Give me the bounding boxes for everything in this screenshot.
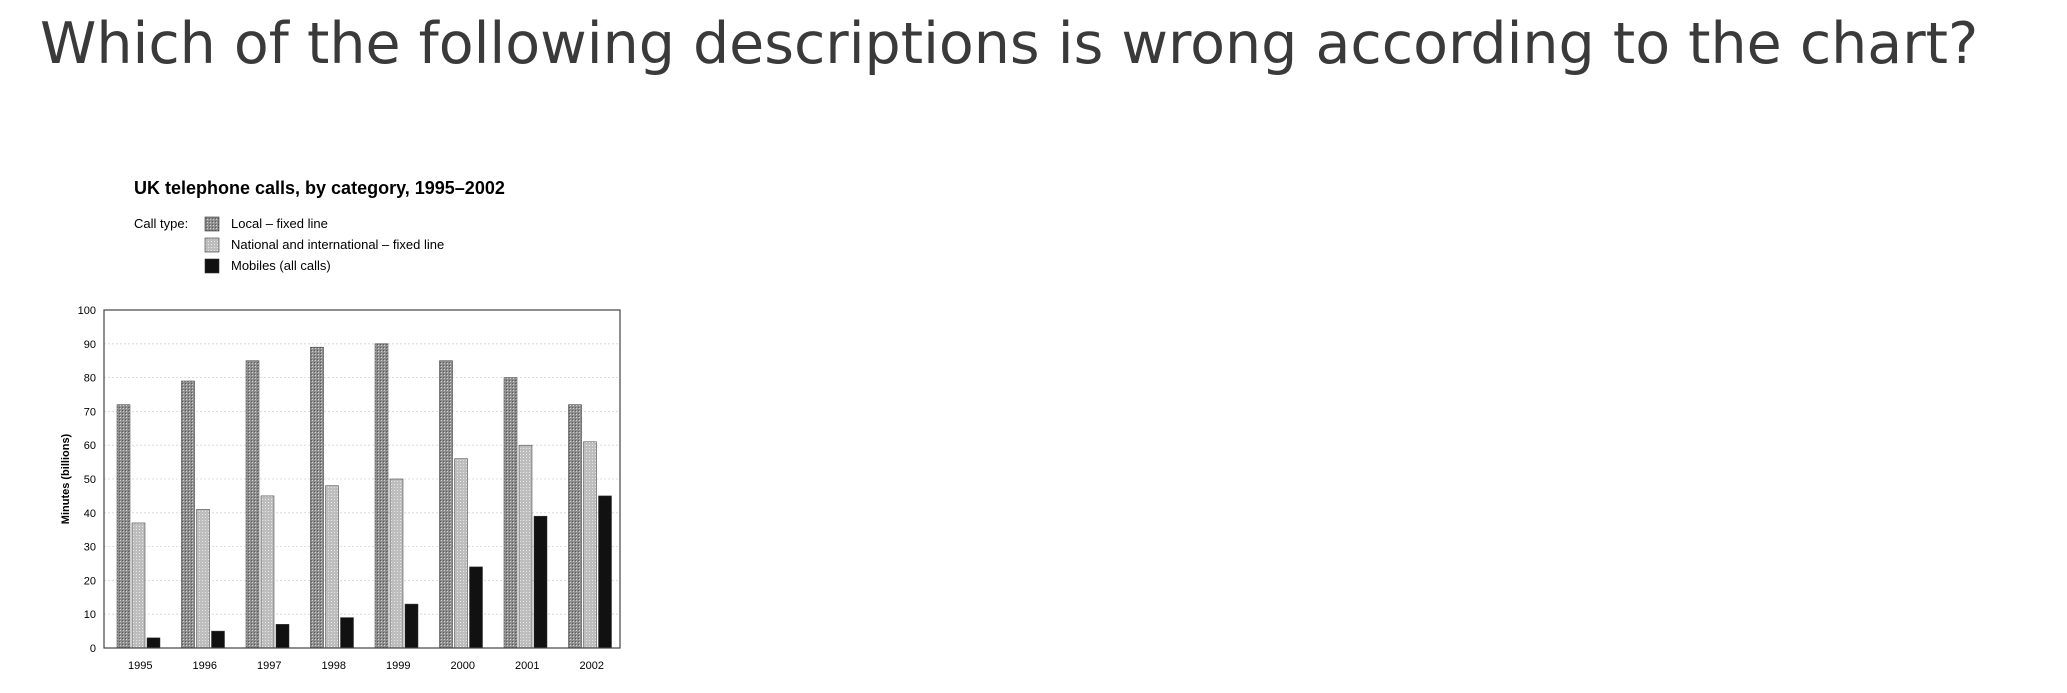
x-tick-label: 1999: [386, 660, 411, 672]
x-tick-label: 1998: [321, 660, 346, 672]
y-axis-ticks: [78, 305, 96, 655]
bar-mobiles-1997: [276, 624, 289, 648]
y-tick-label: 50: [83, 474, 96, 486]
bar-national-1995: [132, 523, 145, 648]
x-tick-label: 2002: [579, 660, 604, 672]
bar-local-2001: [504, 378, 517, 648]
bar-national-1999: [390, 479, 403, 648]
y-tick-label: 40: [83, 507, 96, 520]
x-tick-label: 2001: [515, 660, 540, 672]
legend: [134, 216, 444, 273]
x-tick-label: 1996: [192, 660, 217, 672]
bar-local-1998: [311, 347, 324, 648]
legend-title: Call type:: [134, 216, 189, 231]
y-tick-label: 0: [89, 643, 96, 655]
y-tick-label: 70: [83, 406, 96, 419]
bar-national-2002: [584, 442, 597, 648]
bar-mobiles-2000: [470, 567, 483, 648]
bar-national-1998: [326, 486, 339, 648]
question-text: Which of the following descriptions is wrong according to the chart?: [40, 11, 1979, 77]
y-tick-label: 10: [83, 609, 96, 622]
chart-title: UK telephone calls, by category, 1995–2002: [134, 178, 505, 198]
bar-mobiles-1999: [405, 604, 418, 648]
legend-label-local: Local – fixed line: [231, 216, 328, 231]
bars: [117, 344, 612, 648]
y-tick-label: 30: [83, 541, 96, 554]
bar-national-1997: [261, 496, 274, 648]
bar-mobiles-2002: [599, 496, 612, 648]
x-axis-ticks: [128, 660, 604, 672]
x-tick-label: 2000: [450, 660, 475, 672]
bar-local-1999: [375, 344, 388, 648]
bar-local-1997: [246, 361, 259, 648]
bar-mobiles-1995: [147, 638, 160, 648]
bar-national-2000: [455, 459, 468, 648]
bar-national-2001: [519, 445, 532, 648]
bar-local-2002: [569, 405, 582, 648]
x-tick-label: 1997: [257, 660, 282, 672]
y-tick-label: 20: [83, 575, 96, 588]
y-tick-label: 80: [83, 372, 96, 385]
legend-label-mobiles: Mobiles (all calls): [231, 258, 331, 273]
legend-label-national: National and international – fixed line: [231, 237, 445, 252]
bar-local-1995: [117, 405, 130, 648]
y-tick-label: 100: [77, 305, 96, 317]
bar-local-2000: [440, 361, 453, 648]
bar-mobiles-2001: [534, 516, 547, 648]
legend-swatch-local: [205, 217, 219, 231]
bar-national-1996: [197, 509, 210, 648]
legend-swatch-national: [205, 238, 219, 252]
x-tick-label: 1995: [128, 660, 153, 672]
bar-mobiles-1998: [341, 618, 354, 648]
legend-swatch-mobiles: [205, 259, 219, 273]
y-tick-label: 90: [83, 338, 96, 351]
bar-local-1996: [182, 381, 195, 648]
y-axis-label: Minutes (billions): [60, 433, 72, 525]
bar-mobiles-1996: [212, 631, 225, 648]
y-tick-label: 60: [83, 440, 96, 453]
